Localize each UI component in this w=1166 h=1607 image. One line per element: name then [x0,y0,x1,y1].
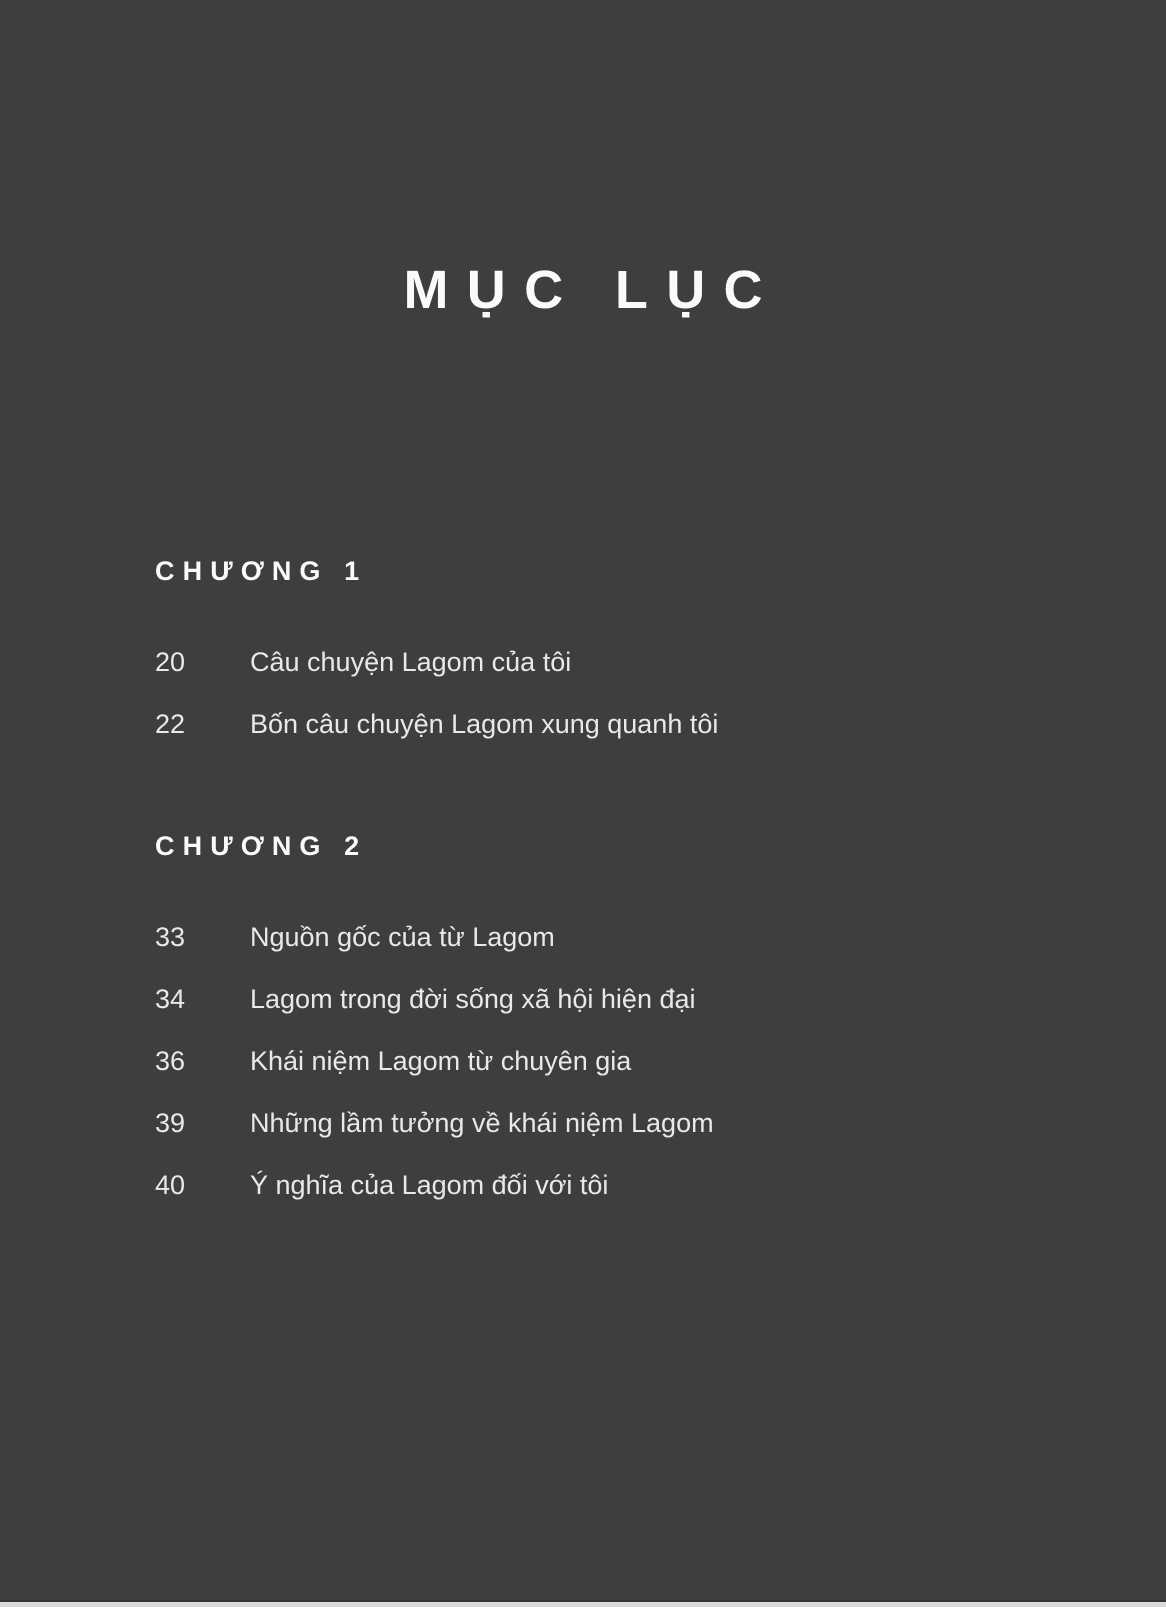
toc-entry [155,646,1086,678]
entry-page-number: 40 [155,1170,186,1200]
chapter-2-heading: CHƯƠNG 2 [155,831,368,861]
entry-title: Bốn câu chuyện Lagom xung quanh tôi [250,709,719,739]
toc-entry [155,1045,1086,1077]
entry-page-number: 39 [155,1108,186,1138]
toc-entry [155,708,1086,740]
entry-page-number: 22 [155,709,186,739]
toc-entry [155,983,1086,1015]
entry-page-number: 34 [155,984,186,1014]
toc-entry [155,921,1086,953]
page-bottom-edge [0,1600,1166,1607]
toc-entry [155,1107,1086,1139]
toc-content [0,558,1166,1201]
entry-page-number: 20 [155,647,186,677]
entry-title: Ý nghĩa của Lagom đối với tôi [250,1170,609,1200]
entry-title: Nguồn gốc của từ Lagom [250,922,555,952]
chapter-1-heading: CHƯƠNG 1 [155,556,368,586]
page-title: MỤC LỤC [403,260,781,320]
entry-page-number: 36 [155,1046,186,1076]
toc-entry [155,1169,1086,1201]
entry-page-number: 33 [155,922,186,952]
chapter-section-1 [155,558,1086,740]
entry-title: Lagom trong đời sống xã hội hiện đại [250,984,696,1014]
entry-title: Những lầm tưởng về khái niệm Lagom [250,1108,714,1138]
entry-title: Câu chuyện Lagom của tôi [250,647,572,677]
entry-title: Khái niệm Lagom từ chuyên gia [250,1046,632,1076]
chapter-section-2 [155,833,1086,1201]
